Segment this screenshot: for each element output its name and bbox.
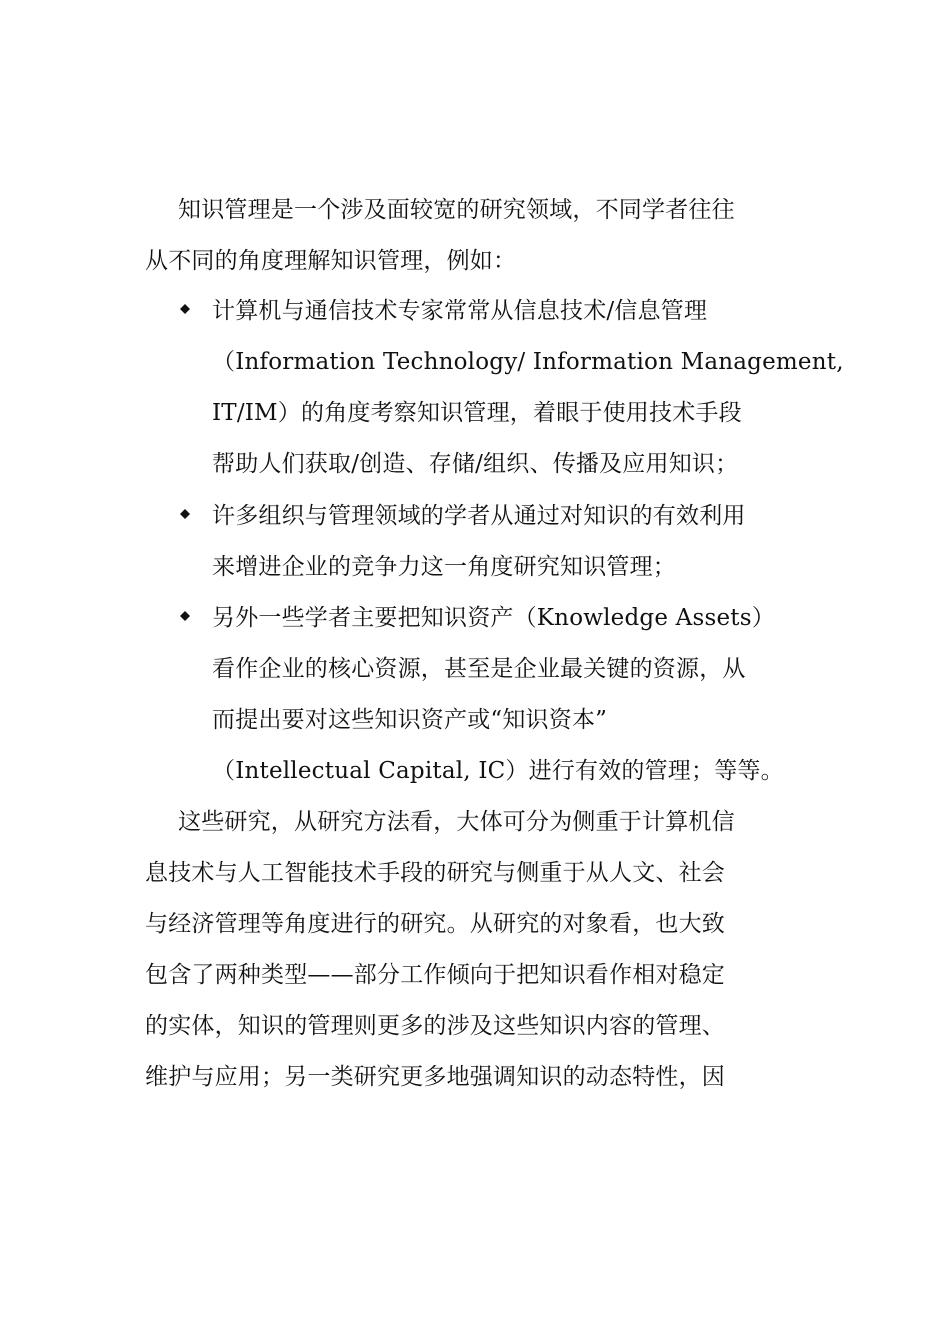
bullet-2-line-2: 来增进企业的竞争力这一角度研究知识管理；: [212, 554, 676, 580]
bullet-1-line-2: （Information Technology/ Information Management,: [212, 349, 844, 375]
bullet-1-line-1: 计算机与通信技术专家常常从信息技术/信息管理: [212, 298, 708, 324]
diamond-bullet-icon: [179, 303, 191, 315]
bullet-3-line-1: 另外一些学者主要把知识资产（Knowledge Assets）: [212, 605, 775, 631]
diamond-bullet-icon: [179, 610, 191, 622]
paragraph-1-line-1: 知识管理是一个涉及面较宽的研究领域，不同学者往往: [178, 197, 735, 223]
paragraph-2-line-2: 息技术与人工智能技术手段的研究与侧重于从人文、社会: [145, 860, 725, 886]
paragraph-2-line-1: 这些研究，从研究方法看，大体可分为侧重于计算机信: [178, 809, 735, 835]
bullet-2-line-1: 许多组织与管理领域的学者从通过对知识的有效利用: [212, 503, 746, 529]
paragraph-1-line-2: 从不同的角度理解知识管理，例如：: [145, 248, 517, 274]
bullet-1-line-4: 帮助人们获取/创造、存储/组织、传播及应用知识；: [212, 451, 739, 477]
diamond-bullet-icon: [179, 508, 191, 520]
paragraph-2-line-5: 的实体，知识的管理则更多的涉及这些知识内容的管理、: [145, 1013, 725, 1039]
paragraph-2-line-3: 与经济管理等角度进行的研究。从研究的对象看，也大致: [145, 911, 725, 937]
paragraph-2-line-6: 维护与应用；另一类研究更多地强调知识的动态特性，因: [145, 1064, 725, 1090]
bullet-1-line-3: IT/IM）的角度考察知识管理，着眼于使用技术手段: [212, 400, 742, 426]
bullet-3-line-2: 看作企业的核心资源，甚至是企业最关键的资源，从: [212, 656, 746, 682]
paragraph-2-line-4: 包含了两种类型——部分工作倾向于把知识看作相对稳定: [145, 962, 725, 988]
bullet-3-line-3: 而提出要对这些知识资产或“知识资本”: [212, 707, 608, 733]
bullet-3-line-4: （Intellectual Capital, IC）进行有效的管理；等等。: [212, 758, 784, 784]
